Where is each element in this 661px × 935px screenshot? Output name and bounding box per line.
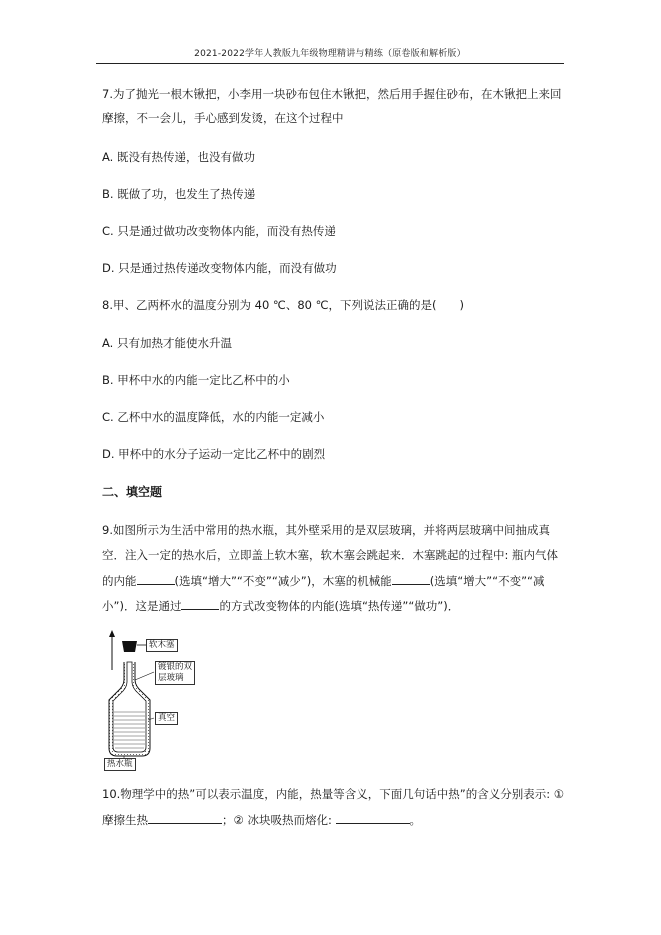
q7-option-c: C. 只是通过做功改变物体内能，而没有热传递: [102, 224, 336, 238]
bottle-inner-cavity: [113, 662, 146, 752]
q8-option-a: A. 只有加热才能使水升温: [102, 336, 232, 350]
cork-shape: [122, 641, 137, 652]
q7-option-d: D. 只是通过热传递改变物体内能，而没有做功: [102, 261, 337, 275]
q9-line4-part1: 小”)．这是通过: [102, 599, 182, 613]
q9-line2: 空．注入一定的热水后，立即盖上软木塞，软木塞会跳起来．木塞跳起的过程中: 瓶内气体: [102, 548, 559, 562]
q10-line1: 10.物理学中的热”可以表示温度，内能，热量等含义，下面几句话中热”的含义分别表示: ①: [102, 787, 565, 801]
q10-line2-part3: 。: [409, 813, 421, 827]
label-silvered-glass: [155, 661, 195, 685]
q8-option-b: B. 甲杯中水的内能一定比乙杯中的小: [102, 373, 290, 387]
label-thermos: 热水瓶: [104, 758, 136, 771]
q8-stem: 8.甲、乙两杯水的温度分别为 40 ℃、80 ℃，下列说法正确的是( ): [102, 298, 465, 312]
q9-line4: [102, 597, 459, 614]
q7-option-b: B. 既做了功，也发生了热传递: [102, 187, 256, 201]
q9-line3-part1: 的内能: [102, 574, 137, 588]
q10-line2: [102, 811, 421, 828]
q10-blank-friction-heat[interactable]: [148, 811, 222, 824]
q7-option-a: A. 既没有热传递，也没有做功: [102, 150, 255, 164]
q10-blank-ice-melting[interactable]: [336, 811, 410, 824]
q10-line2-part2: ；② 冰块吸热而熔化:: [222, 813, 336, 827]
q10-line2-part1: 摩擦生热: [102, 813, 148, 827]
q9-line3-part3: (选填“增大”“不变”“减: [429, 574, 545, 588]
thermos-figure: [102, 630, 212, 770]
q9-blank-method[interactable]: [181, 597, 219, 610]
q7-stem-line2: 摩擦，不一会儿，手心感到发烫，在这个过程中: [102, 111, 344, 125]
page-header: [96, 47, 564, 64]
q7-stem-line1: 7.为了抛光一根木锹把，小李用一块砂布包住木锹把，然后用手握住砂布，在木锹把上来回: [102, 87, 562, 101]
q8-option-c: C. 乙杯中水的温度降低，水的内能一定减小: [102, 410, 325, 424]
q9-line3: [102, 572, 545, 589]
q9-line4-part2: 的方式改变物体的内能(选填“热传递”“做功”)．: [219, 599, 460, 613]
section-title-fill-in: 二、填空题: [102, 485, 163, 499]
arrow-head-icon: [109, 630, 115, 637]
label-vacuum: 真空: [155, 712, 178, 725]
q9-blank-mechanical-energy[interactable]: [392, 572, 430, 585]
label-silvered-glass-line1: 镀银的双: [158, 662, 193, 672]
header-title: 2021-2022学年人教版九年级物理精讲与精练（原卷版和解析版）: [194, 49, 466, 59]
q9-blank-internal-energy[interactable]: [137, 572, 175, 585]
q9-line1: 9.如图所示为生活中常用的热水瓶，其外壁采用的是双层玻璃，并将两层玻璃中间抽成真: [102, 523, 550, 537]
label-silvered-glass-line2: 层玻璃: [158, 673, 184, 683]
q9-line3-part2: (选填“增大”“不变”“减少”)，木塞的机械能: [174, 574, 392, 588]
q8-option-d: D. 甲杯中的水分子运动一定比乙杯中的剧烈: [102, 447, 326, 461]
label-cork: 软木塞: [146, 639, 178, 652]
